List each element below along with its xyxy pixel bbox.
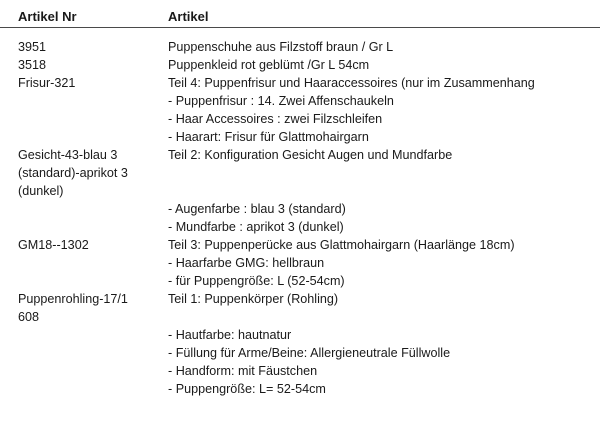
artikel-nr-cell	[18, 74, 164, 92]
artikel-text: - Haarart: Frisur für Glattmohairgarn	[168, 130, 369, 144]
artikel-text: Teil 4: Puppenfrisur und Haaraccessoires (nur im Zusammenhang	[168, 76, 535, 90]
header-artikel: Artikel	[168, 9, 209, 24]
artikel-text: - Hautfarbe: hautnatur	[168, 328, 292, 342]
header-divider	[0, 27, 600, 28]
artikel-nr-text: Gesicht-43-blau 3	[18, 148, 118, 162]
table-row	[0, 56, 600, 74]
artikel-nr-cell	[18, 38, 164, 56]
table-row	[0, 74, 600, 146]
artikel-text: Teil 1: Puppenkörper (Rohling)	[168, 292, 339, 306]
artikel-text: - Puppenfrisur : 14. Zwei Affenschaukeln	[168, 94, 394, 108]
artikel-nr-text: Puppenrohling-17/1	[18, 292, 128, 306]
artikel-text: - Puppengröße: L= 52-54cm	[168, 382, 326, 396]
blank-line	[168, 182, 600, 200]
artikel-text: - Haar Accessoires : zwei Filzschleifen	[168, 112, 383, 126]
artikel-text: - Augenfarbe : blau 3 (standard)	[168, 202, 346, 216]
header-artikel-nr: Artikel Nr	[18, 9, 77, 24]
artikel-text: - Füllung für Arme/Beine: Allergieneutrale Füllwolle	[168, 346, 451, 360]
artikel-text: - Handform: mit Fäustchen	[168, 364, 318, 378]
artikel-nr-text: (standard)-aprikot 3	[18, 166, 128, 180]
artikel-text: Teil 2: Konfiguration Gesicht Augen und Mundfarbe	[168, 148, 453, 162]
artikel-nr-cell	[18, 236, 164, 254]
artikel-nr-cell	[18, 290, 164, 326]
artikel-text: Teil 3: Puppenperücke aus Glattmohairgarn (Haarlänge 18cm)	[168, 238, 515, 252]
artikel-nr-text: Frisur-321	[18, 76, 76, 90]
blank-line	[168, 308, 600, 326]
artikel-nr-text: (dunkel)	[18, 184, 64, 198]
table-row	[0, 236, 600, 290]
artikel-nr-text: 3518	[18, 58, 47, 72]
artikel-text: - Haarfarbe GMG: hellbraun	[168, 256, 325, 270]
artikel-text: Puppenschuhe aus Filzstoff braun / Gr L	[168, 40, 394, 54]
artikel-nr-cell	[18, 146, 164, 200]
artikel-nr-text: 608	[18, 310, 40, 324]
artikel-cell	[168, 146, 600, 236]
table-row	[0, 146, 600, 236]
artikel-nr-cell	[18, 56, 164, 74]
artikel-cell	[168, 38, 600, 56]
table-row	[0, 38, 600, 56]
artikel-text: - für Puppengröße: L (52-54cm)	[168, 274, 345, 288]
table-header	[0, 6, 600, 28]
artikel-nr-text: 3951	[18, 40, 47, 54]
artikel-nr-text: GM18--1302	[18, 238, 89, 252]
artikel-cell	[168, 74, 600, 146]
table-row	[0, 290, 600, 398]
blank-line	[168, 164, 600, 182]
artikel-cell	[168, 56, 600, 74]
artikel-cell	[168, 290, 600, 398]
artikel-text: - Mundfarbe : aprikot 3 (dunkel)	[168, 220, 344, 234]
table-body	[0, 38, 600, 398]
artikel-text: Puppenkleid rot geblümt /Gr L 54cm	[168, 58, 370, 72]
artikel-cell	[168, 236, 600, 290]
